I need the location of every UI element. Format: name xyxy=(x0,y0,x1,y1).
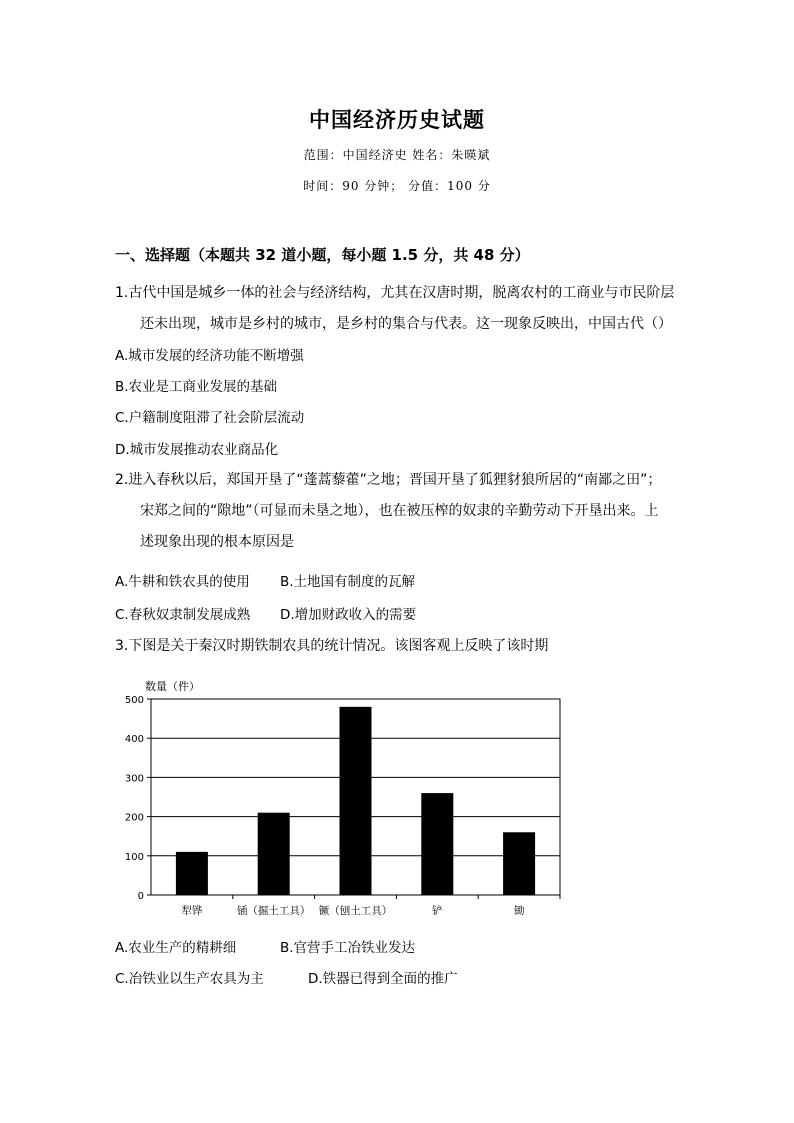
x-tick-label: 锄 xyxy=(513,905,525,917)
bar-4 xyxy=(421,793,453,895)
y-axis-label: 数量（件） xyxy=(145,680,200,693)
q1-option-d: D.城市发展推动农业商品化 xyxy=(115,442,279,458)
q2-option-a: A.牛耕和铁农具的使用 xyxy=(115,574,250,590)
y-tick-label: 0 xyxy=(137,891,144,902)
y-tick-label: 400 xyxy=(124,734,144,746)
time-line: 时间：90 分钟； 分值：100 分 xyxy=(303,179,491,193)
bar-3 xyxy=(340,707,372,895)
y-tick-label: 100 xyxy=(124,851,144,863)
q3-option-b: B.官营手工冶铁业发达 xyxy=(280,940,416,956)
y-tick-label: 200 xyxy=(124,812,144,824)
q1-option-a: A.城市发展的经济功能不断增强 xyxy=(115,348,304,364)
x-tick-label: 镢（刨土工具） xyxy=(318,905,393,917)
q2-option-b: B.土地国有制度的瓦解 xyxy=(280,574,416,590)
q1-option-c: C.户籍制度阻滞了社会阶层流动 xyxy=(115,410,305,426)
x-tick-label: 铲 xyxy=(432,905,443,917)
y-tick-label: 300 xyxy=(124,773,144,785)
bar-1 xyxy=(176,852,208,895)
bar-chart xyxy=(115,672,575,922)
q2-stem-line-3: 述现象出现的根本原因是 xyxy=(140,534,294,550)
q3-option-d: D.铁器已得到全面的推广 xyxy=(308,971,458,987)
x-tick-label: 锸（掘土工具） xyxy=(236,905,311,917)
q3-option-c: C.冶铁业以生产农具为主 xyxy=(115,971,264,987)
q1-option-b: B.农业是工商业发展的基础 xyxy=(115,379,278,395)
q2-option-c: C.春秋奴隶制发展成熟 xyxy=(115,607,251,623)
q3-option-a: A.农业生产的精耕细 xyxy=(115,940,237,956)
q1-stem-line-1: 1.古代中国是城乡一体的社会与经济结构，尤其在汉唐时期，脱离农村的工商业与市民阶层 xyxy=(115,285,675,301)
page-title: 中国经济历史试题 xyxy=(309,108,485,132)
q1-stem-line-2: 还未出现，城市是乡村的城市，是乡村的集合与代表。这一现象反映出，中国古代（） xyxy=(140,316,672,332)
y-tick-label: 500 xyxy=(124,695,144,706)
bar-5 xyxy=(503,832,535,895)
q2-option-d: D.增加财政收入的需要 xyxy=(280,607,417,623)
scope-line: 范围：中国经济史 姓名：朱暎斌 xyxy=(303,148,491,162)
section-heading: 一、选择题（本题共 32 道小题，每小题 1.5 分，共 48 分） xyxy=(115,246,530,264)
x-tick-label: 犁铧 xyxy=(181,905,203,917)
q3-stem-line-1: 3.下图是关于秦汉时期铁制农具的统计情况。该图客观上反映了该时期 xyxy=(115,638,549,654)
q2-stem-line-1: 2.进入春秋以后，郑国开垦了“蓬蒿藜藿”之地；晋国开垦了狐狸豺狼所居的“南鄙之田”； xyxy=(115,472,662,488)
q2-stem-line-2: 宋郑之间的“隙地”（可显而未垦之地），也在被压榨的奴隶的辛勤劳动下开垦出来。上 xyxy=(140,503,659,519)
bar-2 xyxy=(258,813,290,895)
